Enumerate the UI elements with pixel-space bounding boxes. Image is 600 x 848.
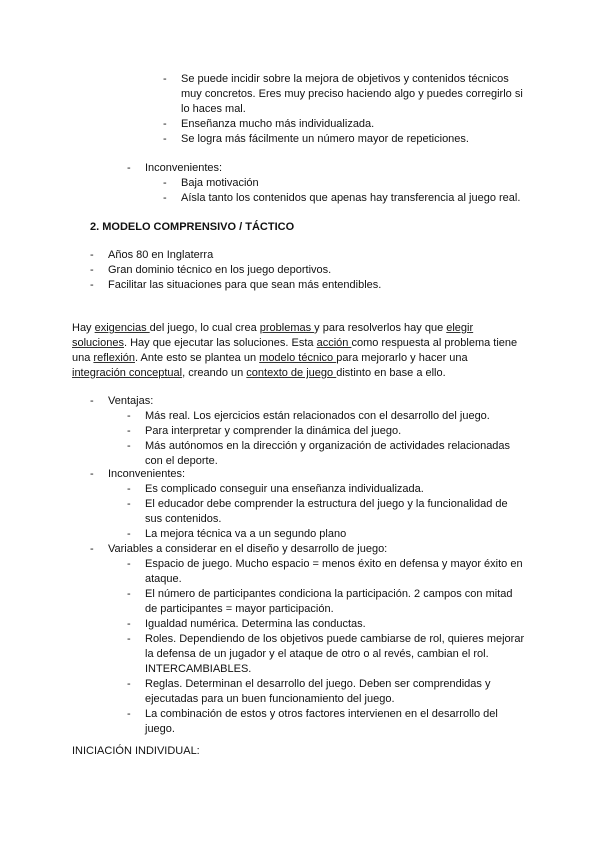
bullet: - (127, 618, 131, 630)
list-item-line: Igualdad numérica. Determina las conductas. (145, 618, 366, 630)
list-item: Gran dominio técnico en los juego deportivos. (108, 264, 332, 276)
list-item-line: sus contenidos. (145, 513, 222, 525)
underlined-term: exigencias (94, 322, 150, 334)
list-item-line: Reglas. Determinan el desarrollo del juego. Deben ser comprendidas y (145, 678, 491, 690)
list-item-line: de participantes = mayor participación. (145, 603, 334, 615)
underlined-term: soluciones (72, 337, 124, 349)
list-item: Baja motivación (181, 177, 259, 189)
list-item-line: ejecutadas para un buen funcionamiento del juego. (145, 693, 395, 705)
list-item-line: lo haces mal. (181, 103, 246, 115)
bullet: - (127, 425, 131, 437)
list-item-line: Enseñanza mucho más individualizada. (181, 118, 375, 130)
paragraph-line (72, 351, 468, 366)
underlined-term: modelo técnico (259, 352, 337, 364)
text-run: distinto en base a ello. (336, 367, 446, 379)
underlined-term: problemas (259, 322, 315, 334)
bullet: - (127, 410, 131, 422)
list-item-line: La combinación de estos y otros factores intervienen en el desarrollo del (145, 708, 498, 720)
list-item-line: Roles. Dependiendo de los objetivos puede cambiarse de rol, quieres mejorar (145, 633, 525, 645)
text-run: Hay (72, 322, 95, 334)
list-label: Variables a considerar en el diseño y desarrollo de juego: (108, 543, 388, 555)
list-item-line: Se puede incidir sobre la mejora de objetivos y contenidos técnicos (181, 73, 509, 85)
list-item-line: El educador debe comprender la estructura del juego y la funcionalidad de (145, 498, 508, 510)
bullet: - (90, 543, 94, 555)
section-heading: 2. MODELO COMPRENSIVO / TÁCTICO (90, 221, 295, 233)
list-label: Inconvenientes: (145, 162, 223, 174)
bullet: - (163, 73, 167, 85)
final-heading: INICIACIÓN INDIVIDUAL: (72, 745, 200, 757)
list-item: Facilitar las situaciones para que sean más entendibles. (108, 279, 382, 291)
list-item-line: INTERCAMBIABLES. (145, 663, 252, 675)
list-item-line: Más real. Los ejercicios están relacionados con el desarrollo del juego. (145, 410, 490, 422)
bullet: - (90, 249, 94, 261)
list-item-line: la defensa de un jugador y el ataque de otro o al revés, cambian el rol. (145, 648, 489, 660)
bullet: - (90, 468, 94, 480)
bullet: - (127, 678, 131, 690)
list-label: Inconvenientes: (108, 468, 186, 480)
bullet: - (163, 133, 167, 145)
list-item-line: Para interpretar y comprender la dinámica del juego. (145, 425, 402, 437)
list-item-line: Más autónomos en la dirección y organización de actividades relacionadas (145, 440, 511, 452)
list-item-line: Se logra más fácilmente un número mayor de repeticiones. (181, 133, 469, 145)
bullet: - (127, 708, 131, 720)
underlined-term: contexto de juego (246, 367, 337, 379)
list-item-line: El número de participantes condiciona la participación. 2 campos con mitad (145, 588, 513, 600)
bullet: - (127, 588, 131, 600)
underlined-term: reflexión (93, 352, 135, 364)
list-item-line: muy concretos. Eres muy preciso haciendo algo y puedes corregirlo si (181, 88, 523, 100)
text-run: para mejorarlo y hacer una (336, 352, 468, 364)
underlined-term: integración conceptual (72, 367, 183, 379)
list-item: Aísla tanto los contenidos que apenas hay transferencia al juego real. (181, 192, 521, 204)
bullet: - (127, 483, 131, 495)
list-item-line: ataque. (145, 573, 182, 585)
list-item-line: Es complicado conseguir una enseñanza individualizada. (145, 483, 424, 495)
list-item: Años 80 en Inglaterra (108, 249, 214, 261)
underlined-term: acción (316, 337, 352, 349)
list-item-line: con el deporte. (145, 455, 218, 467)
list-item-line: La mejora técnica va a un segundo plano (145, 528, 347, 540)
list-label: Ventajas: (108, 395, 154, 407)
paragraph-line (72, 321, 473, 336)
list-item-line: juego. (145, 723, 175, 735)
bullet: - (127, 498, 131, 510)
text-run: . Hay que ejecutar las soluciones. Esta (123, 337, 317, 349)
paragraph-line (72, 336, 517, 351)
bullet: - (163, 177, 167, 189)
text-run: una (72, 352, 94, 364)
bullet: - (127, 633, 131, 645)
text-run: del juego, lo cual crea (149, 322, 260, 334)
bullet: - (127, 528, 131, 540)
bullet: - (127, 558, 131, 570)
text-run: como respuesta al problema tiene (351, 337, 518, 349)
underlined-term: elegir (446, 322, 474, 334)
bullet: - (163, 192, 167, 204)
paragraph-line (72, 366, 446, 381)
bullet: - (90, 279, 94, 291)
bullet: - (127, 162, 131, 174)
text-run: y para resolverlos hay que (314, 322, 447, 334)
text-run: . Ante esto se plantea un (135, 352, 260, 364)
text-run: , creando un (182, 367, 247, 379)
bullet: - (127, 440, 131, 452)
bullet: - (90, 395, 94, 407)
list-item-line: Espacio de juego. Mucho espacio = menos éxito en defensa y mayor éxito en (145, 558, 523, 570)
bullet: - (90, 264, 94, 276)
bullet: - (163, 118, 167, 130)
